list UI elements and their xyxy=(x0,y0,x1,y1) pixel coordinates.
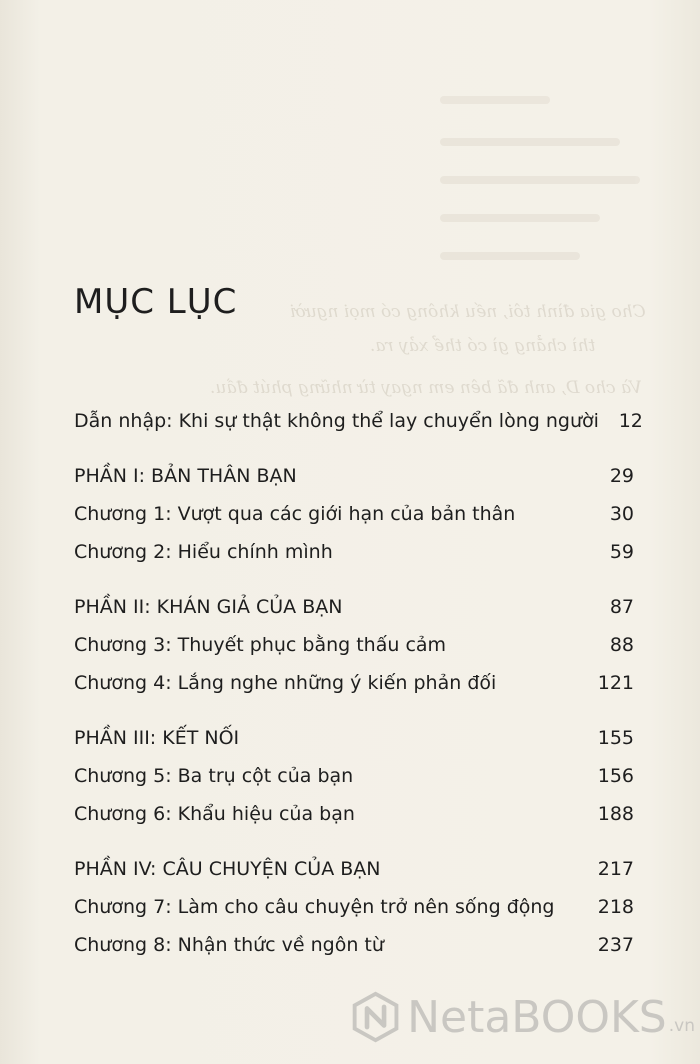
toc-chapter-label: Chương 4: Lắng nghe những ý kiến phản đối xyxy=(74,672,497,694)
watermark-suffix: .vn xyxy=(668,1016,695,1036)
watermark-brand: NetaBOOKS xyxy=(407,991,667,1043)
toc-page-number: 188 xyxy=(597,803,634,825)
toc-chapter-label: Chương 8: Nhận thức về ngôn từ xyxy=(74,934,384,956)
bleed-line-1: Cho gia đình tôi, nếu không có mọi người xyxy=(290,302,646,322)
bleed-line-2: thì chẳng gì có thể xảy ra. xyxy=(370,336,596,356)
toc-intro-row[interactable] xyxy=(74,402,643,440)
toc-part-label: PHẦN II: KHÁN GIẢ CỦA BẠN xyxy=(74,596,343,618)
bleed-line-3: Và cho D, anh đã bên em ngay từ những phút đầu. xyxy=(210,378,642,398)
toc-chapter-row[interactable] xyxy=(74,626,634,664)
toc-chapter-label: Chương 6: Khẩu hiệu của bạn xyxy=(74,803,355,825)
toc-page-number: 121 xyxy=(597,672,634,694)
toc-page-number: 30 xyxy=(609,503,634,525)
toc-page-number: 88 xyxy=(609,634,634,656)
toc-page-number: 218 xyxy=(597,896,634,918)
netabooks-watermark xyxy=(350,982,695,1052)
toc-chapter-label: Chương 1: Vượt qua các giới hạn của bản thân xyxy=(74,503,516,525)
toc-page-number: 87 xyxy=(609,596,634,618)
bleed-through-text xyxy=(210,0,700,420)
toc-part-row[interactable] xyxy=(74,719,634,757)
toc-page-number: 59 xyxy=(609,541,634,563)
toc-chapter-row[interactable] xyxy=(74,757,634,795)
toc-chapter-label: Chương 2: Hiểu chính mình xyxy=(74,541,333,563)
toc-chapter-row[interactable] xyxy=(74,533,634,571)
toc-chapter-row[interactable] xyxy=(74,888,634,926)
toc-page-number: 237 xyxy=(597,934,634,956)
toc-chapter-label: Chương 3: Thuyết phục bằng thấu cảm xyxy=(74,634,447,656)
toc-entry-label: Dẫn nhập: Khi sự thật không thể lay chuyển lòng người xyxy=(74,410,599,432)
toc-chapter-label: Chương 5: Ba trụ cột của bạn xyxy=(74,765,354,787)
toc-chapter-row[interactable] xyxy=(74,664,634,702)
toc-page-number: 29 xyxy=(609,465,634,487)
toc-part-label: PHẦN I: BẢN THÂN BẠN xyxy=(74,465,297,487)
toc-part-row[interactable] xyxy=(74,457,634,495)
toc-part-row[interactable] xyxy=(74,588,634,626)
toc-page-number: 156 xyxy=(597,765,634,787)
toc-page-number: 155 xyxy=(597,727,634,749)
table-of-contents xyxy=(74,402,643,964)
toc-chapter-label: Chương 7: Làm cho câu chuyện trở nên sống động xyxy=(74,896,555,918)
toc-part-label: PHẦN III: KẾT NỐI xyxy=(74,727,240,749)
toc-chapter-row[interactable] xyxy=(74,926,634,964)
neta-n-logo-icon xyxy=(350,984,401,1050)
toc-title: MỤC LỤC xyxy=(74,282,238,322)
toc-page-number: 217 xyxy=(597,858,634,880)
toc-page-number: 12 xyxy=(618,410,643,432)
toc-chapter-row[interactable] xyxy=(74,795,634,833)
toc-part-label: PHẦN IV: CÂU CHUYỆN CỦA BẠN xyxy=(74,858,381,880)
toc-part-row[interactable] xyxy=(74,850,634,888)
toc-chapter-row[interactable] xyxy=(74,495,634,533)
